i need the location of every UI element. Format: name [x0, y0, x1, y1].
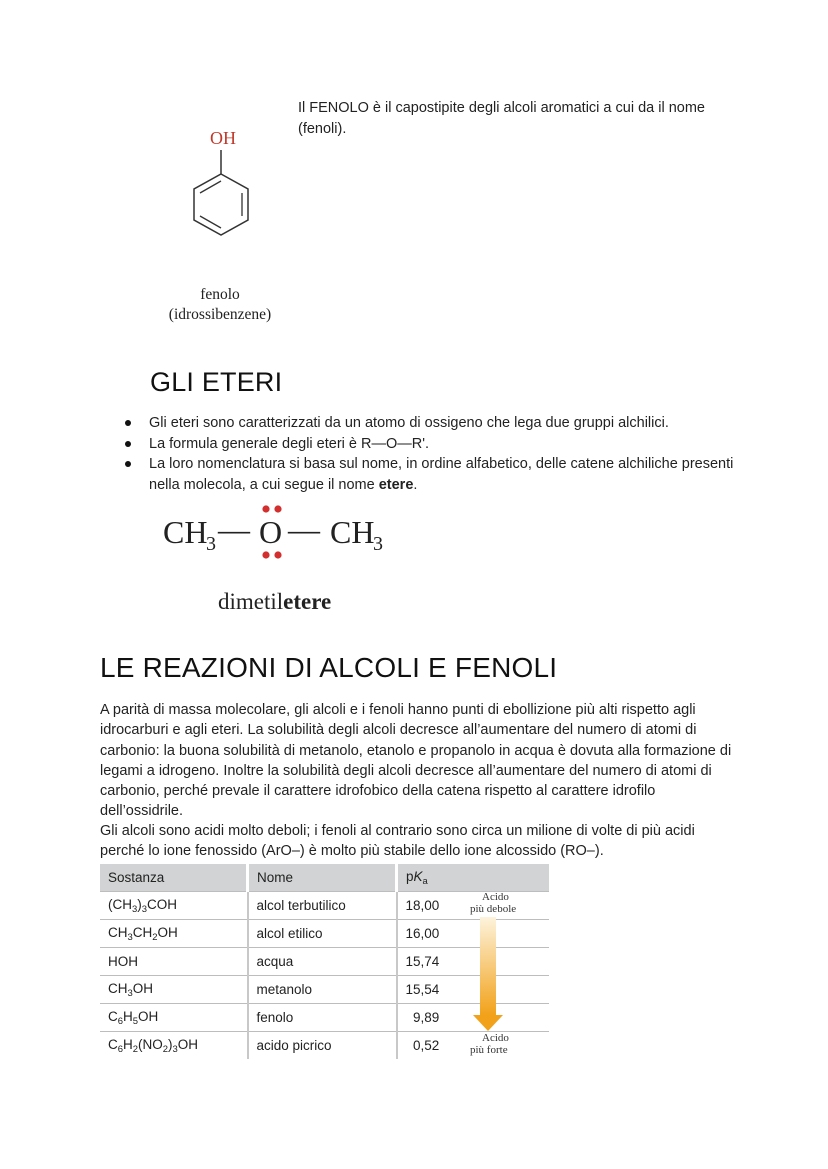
formula-left-ch: CH [163, 514, 208, 550]
formula-left-sub: 3 [206, 533, 216, 555]
list-item: Gli eteri sono caratterizzati da un atomo di ossigeno che lega due gruppi alchilici. [122, 413, 742, 434]
reactions-paragraph-2: Gli alcoli sono acidi molto deboli; i fenoli al contrario sono circa un milione di volte di più acidi perché lo ione fenossido (ArO–) è molto più stabile dello ione alcossido (RO–). [100, 823, 695, 860]
header-substance: Sostanza [100, 864, 248, 892]
cell-formula: $CH_3OH$ [100, 976, 248, 1004]
arrow-head [473, 1015, 503, 1031]
cell-name: fenolo [248, 1004, 397, 1032]
formula-oxygen: O [259, 514, 283, 550]
cell-pka: 0,52 [397, 1032, 448, 1060]
weak-acid-label: Acido più debole [470, 891, 517, 915]
cell-name: alcol etilico [248, 920, 397, 948]
phenol-double-bond [200, 181, 221, 193]
phenol-structure-diagram [180, 118, 270, 243]
header-name: Nome [248, 864, 397, 892]
cell-name: metanolo [248, 976, 397, 1004]
phenol-double-bond [200, 216, 221, 228]
cell-formula: $CH_3CH_2OH$ [100, 920, 248, 948]
header-pka: $pK_a$ [397, 864, 448, 892]
cell-name: acqua [248, 948, 397, 976]
cell-formula: $(CH_3)_3COH$ [100, 892, 248, 920]
cell-formula: HOH [100, 948, 248, 976]
phenol-alt-name: (idrossibenzene) [168, 306, 272, 323]
dimethyl-ether-formula [160, 500, 420, 560]
table-header-row [100, 864, 549, 892]
cell-name: alcol terbutilico [248, 892, 397, 920]
list-item: La formula generale degli eteri è R—O—R'. [122, 434, 742, 455]
section-title-reactions: LE REAZIONI DI ALCOLI E FENOLI [100, 652, 558, 683]
cell-pka: 18,00 [397, 892, 448, 920]
ethers-bullet-list [122, 413, 742, 495]
cell-pka: 16,00 [397, 920, 448, 948]
formula-bond-right: — [288, 511, 320, 547]
cell-formula: $C_6H_5OH$ [100, 1004, 248, 1032]
cell-formula: $C_6H_2(NO_2)_3OH$ [100, 1032, 248, 1060]
arrow-shaft [480, 917, 496, 1015]
strong-acid-label: Acido più forte [470, 1032, 509, 1056]
cell-pka: 15,54 [397, 976, 448, 1004]
formula-right-sub: 3 [373, 533, 383, 555]
phenol-name: fenolo [200, 286, 240, 303]
cell-name: acido picrico [248, 1032, 397, 1060]
section-title-ethers: GLI ETERI [150, 367, 283, 397]
formula-right-ch: CH [330, 514, 375, 550]
phenol-oh-label: OH [210, 128, 236, 148]
cell-pka: 15,74 [397, 948, 448, 976]
phenol-intro-text: Il FENOLO è il capostipite degli alcoli aromatici a cui da il nome (fenoli). [298, 100, 705, 137]
formula-bond-left: — [218, 511, 250, 547]
phenol-caption [150, 285, 290, 325]
list-item: La loro nomenclatura si basa sul nome, in ordine alfabetico, delle catene alchiliche presenti nella molecola, a cui segue il nome etere. [122, 454, 742, 495]
reactions-paragraph-1: A parità di massa molecolare, gli alcoli e i fenoli hanno punti di ebollizione più alti rispetto agli idrocarburi e agli eteri. La solubilità degli alcoli decresce all’aumentare del numero di atomi di carbonio: la buona solubilità di metanolo, etanolo e propanolo in acqua è dovuta alla formazione di legami a idrogeno. Inoltre la solubilità degli alcoli decresce all’aumentare del numero di atomi di carbonio, perché prevale il carattere idrofobico della catena rispetto al carattere idrofilo dell’ossidrile. [100, 702, 732, 820]
bold-etere: etere [378, 476, 414, 493]
cell-pka: 9,89 [397, 1004, 448, 1032]
header-blank [447, 864, 549, 892]
phenol-ring [194, 174, 248, 235]
dimethyl-ether-name: dimetiletere [218, 589, 332, 614]
